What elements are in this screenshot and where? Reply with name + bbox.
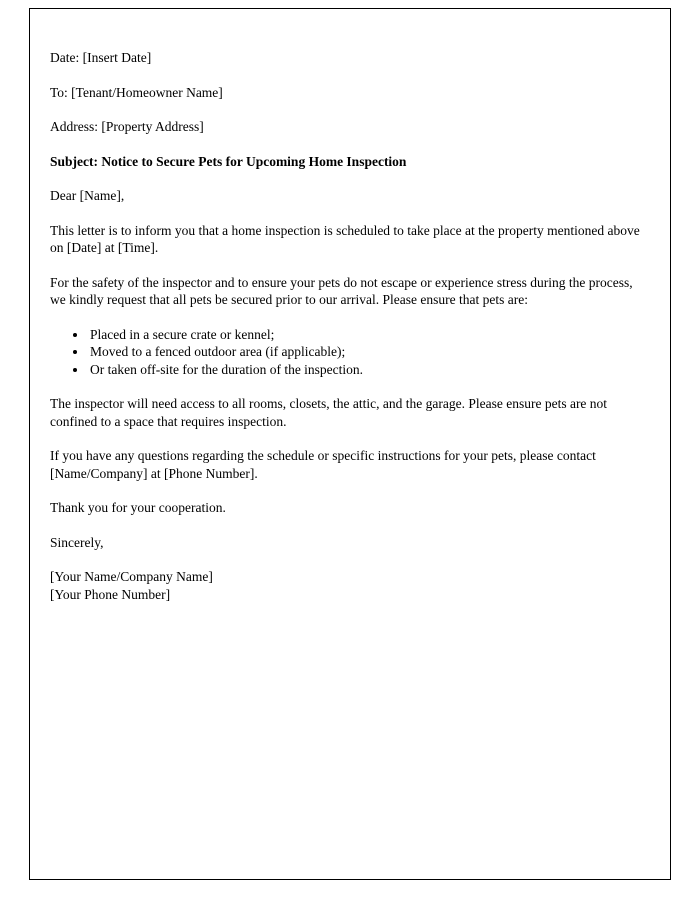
signature-phone-line: [Your Phone Number] bbox=[50, 586, 171, 602]
list-item: • Placed in a secure crate or kennel; bbox=[88, 326, 650, 344]
date-block bbox=[50, 49, 650, 67]
pet-securing-options-list bbox=[50, 326, 650, 379]
salutation: Dear [Name], bbox=[50, 188, 125, 203]
list-item: • Or taken off-site for the duration of the inspection. bbox=[88, 361, 650, 379]
address-line: Address: [Property Address] bbox=[50, 119, 204, 134]
date-line: Date: [Insert Date] bbox=[50, 50, 152, 65]
paragraph-inspection-notice: This letter is to inform you that a home inspection is scheduled to take place at the property mentioned above on [Date] at [Time]. bbox=[50, 222, 640, 255]
to-line: To: [Tenant/Homeowner Name] bbox=[50, 84, 223, 100]
letter-body bbox=[30, 9, 670, 623]
list-item: • Moved to a fenced outdoor area (if applicable); bbox=[88, 343, 650, 361]
recipient-block bbox=[50, 84, 650, 136]
letter-page bbox=[29, 8, 671, 880]
paragraph-pet-safety-request: For the safety of the inspector and to ensure your pets do not escape or experience stress during the process, we kindly request that all pets be secured prior to our arrival. Please ensure that pets are: bbox=[50, 274, 633, 307]
subject-line: Subject: Notice to Secure Pets for Upcoming Home Inspection bbox=[50, 153, 407, 169]
paragraph-contact-info: If you have any questions regarding the schedule or specific instructions for your pets, please contact [Name/Company] at [Phone Number]. bbox=[50, 448, 596, 481]
paragraph-access-requirements: The inspector will need access to all rooms, closets, the attic, and the garage. Please ensure pets are not confined to a space that requires inspection. bbox=[50, 396, 608, 429]
signature-block bbox=[50, 568, 650, 603]
paragraph-thank-you: Thank you for your cooperation. bbox=[50, 500, 226, 515]
signature-name-line: [Your Name/Company Name] bbox=[50, 569, 213, 584]
closing: Sincerely, bbox=[50, 534, 104, 550]
